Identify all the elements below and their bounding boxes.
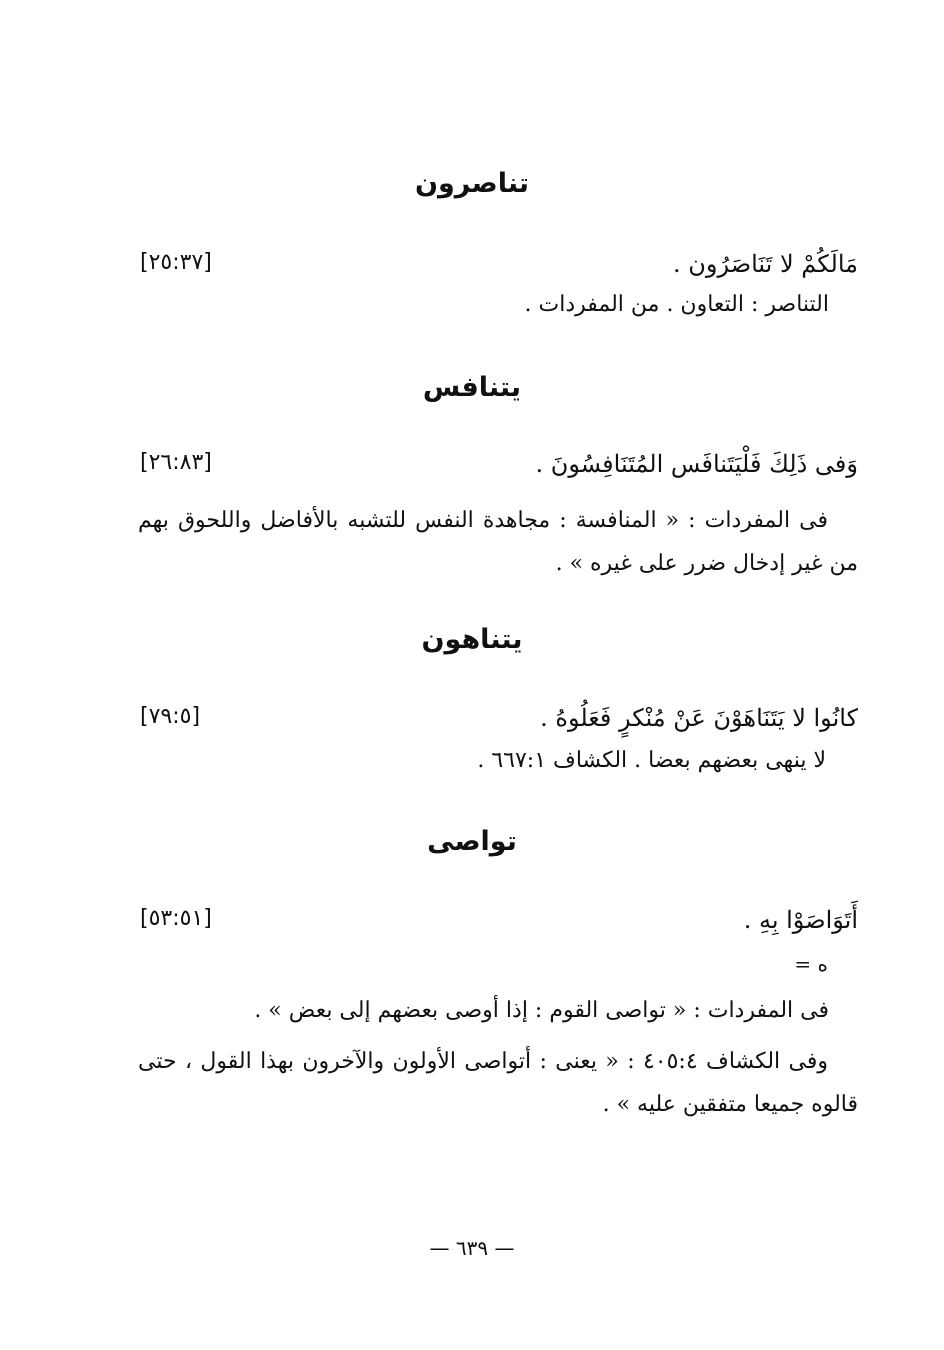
verse-line (140, 250, 858, 284)
definition-paragraph: وفى الكشاف ٤٠٥:٤ : « يعنى : أتواصى الأولون والآخرون بهذا القول ، حتى قالوه جميعا متفقين عليه » . (138, 1049, 858, 1117)
quran-verse: أَتَوَاصَوْا بِهِ . (743, 906, 858, 934)
quran-verse: وَفى ذَلِكَ فَلْيَتَنافَس المُتَنَافِسُونَ . (535, 450, 858, 478)
definition-line: لا ينهى بعضهم بعضا . الكشاف ٦٦٧:١ . (477, 748, 826, 773)
verse-reference: [٧٩:٥] (140, 704, 201, 729)
verse-line (140, 704, 858, 738)
entry-heading: تواصى (427, 826, 517, 857)
entry-heading: يتنافس (422, 372, 522, 403)
definition-line: التناصر : التعاون . من المفردات . (524, 292, 829, 317)
entry-heading: تناصرون (414, 168, 529, 199)
verse-reference: [٥٣:٥١] (140, 906, 212, 931)
verse-line (140, 450, 858, 484)
verse-reference: [٢٥:٣٧] (140, 250, 212, 275)
definition-line: فى المفردات : « تواصى القوم : إذا أوصى بعضهم إلى بعض » . (254, 998, 829, 1023)
equivalence-mark: ه = (794, 952, 828, 976)
definition-paragraph: فى المفردات : « المنافسة : مجاهدة النفس للتشبه بالأفاضل واللحوق بهم من غير إدخال ضرر على غيره » . (138, 508, 858, 576)
quran-verse: مَالَكُمْ لا تَنَاصَرُون . (673, 250, 858, 278)
verse-line (140, 906, 858, 940)
entry-heading: يتناهون (421, 624, 523, 655)
verse-reference: [٢٦:٨٣] (140, 450, 212, 475)
page-number: — ٦٣٩ — (429, 1236, 515, 1260)
quran-verse: كانُوا لا يَتَنَاهَوْنَ عَنْ مُنْكرٍ فَعَلُوهُ . (540, 704, 858, 732)
